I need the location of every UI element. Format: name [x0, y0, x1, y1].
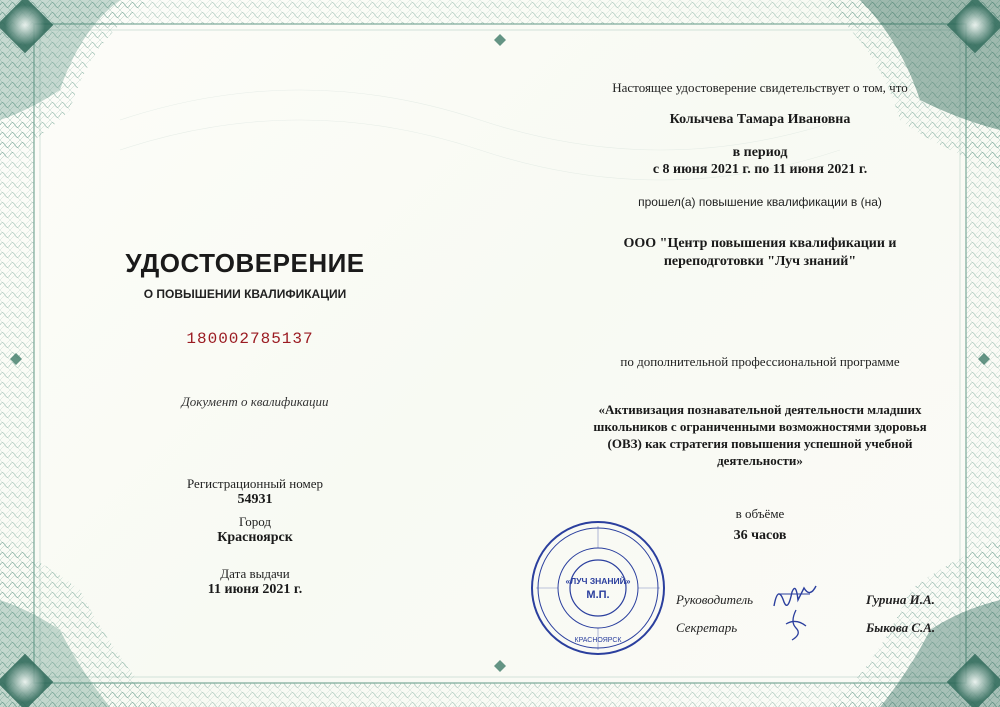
organization-line-1: ООО "Центр повышения квалификации и — [623, 236, 897, 251]
intro-text: Настоящее удостоверение свидетельствует о том, что — [612, 80, 908, 95]
stamp-center-name: «ЛУЧ ЗНАНИЙ» — [565, 576, 631, 586]
organization-line-2: переподготовки "Луч знаний" — [663, 254, 857, 269]
registration-value: 54931 — [237, 492, 273, 507]
head-name: Гурина И.А. — [866, 592, 935, 607]
certificate-subtitle: О ПОВЫШЕНИИ КВАЛИФИКАЦИИ — [143, 287, 347, 301]
volume-value: 36 часов — [733, 528, 787, 543]
passed-text: прошел(а) повышение квалификации в (на) — [638, 195, 882, 209]
program-line-2: школьников с ограниченными возможностями здоровья — [593, 419, 927, 434]
program-line-4: деятельности» — [717, 453, 803, 468]
secretary-name: Быкова С.А. — [866, 620, 936, 635]
document-type: Документ о квалификации — [181, 394, 329, 409]
secretary-signature — [780, 608, 810, 644]
official-stamp — [528, 518, 668, 658]
recipient-name: Колычева Тамара Ивановна — [669, 112, 851, 127]
registration-label: Регистрационный номер — [187, 476, 323, 491]
certificate-title: УДОСТОВЕРЕНИЕ — [125, 248, 365, 278]
issue-date-value: 11 июня 2021 г. — [207, 582, 303, 597]
city-value: Красноярск — [217, 530, 293, 545]
stamp-city: КРАСНОЯРСК — [574, 637, 622, 644]
certificate-number: 180002785137 — [186, 330, 314, 348]
stamp-mp: М.П. — [586, 589, 610, 601]
program-line-1: «Активизация познавательной деятельности младших — [598, 402, 922, 417]
period-label: в период — [732, 145, 788, 160]
city-label: Город — [238, 514, 272, 529]
volume-label: в объёме — [735, 506, 785, 521]
period-value: с 8 июня 2021 г. по 11 июня 2021 г. — [652, 162, 868, 177]
program-label: по дополнительной профессиональной программе — [620, 354, 900, 369]
head-label: Руководитель — [676, 592, 754, 607]
issue-date-label: Дата выдачи — [220, 566, 290, 581]
program-line-3: (ОВЗ) как стратегия повышения успешной учебной — [607, 436, 913, 451]
secretary-label: Секретарь — [676, 620, 738, 635]
